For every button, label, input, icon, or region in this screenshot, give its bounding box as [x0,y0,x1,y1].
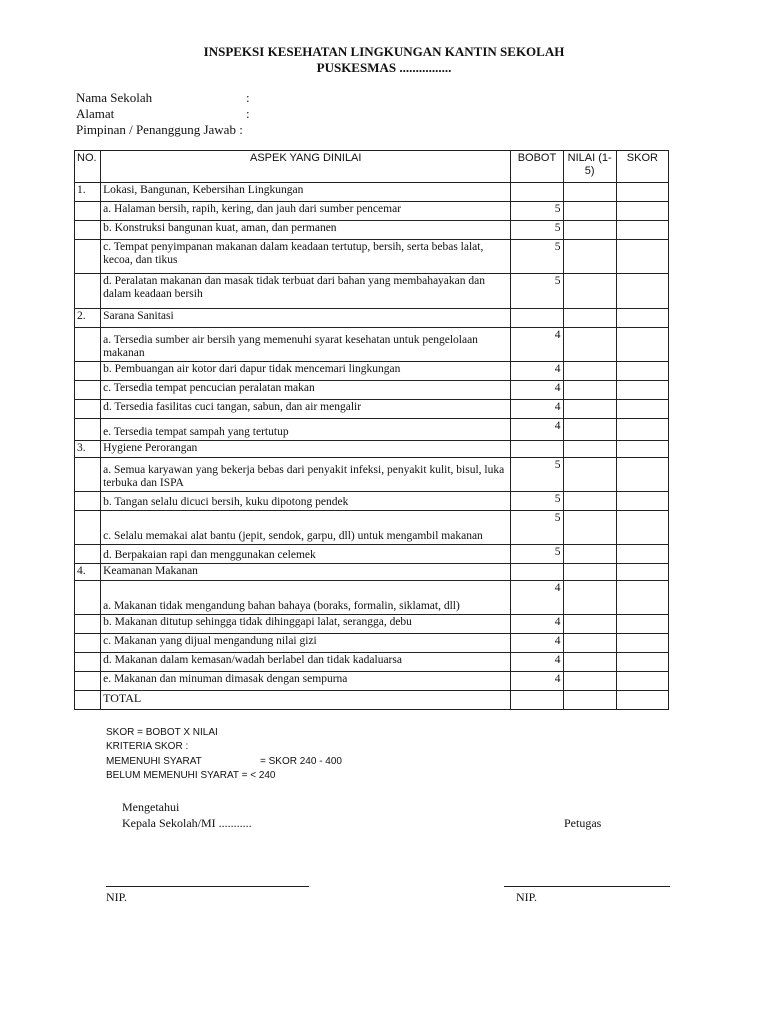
score-cell[interactable] [616,240,668,274]
value-cell[interactable] [563,221,616,240]
no-cell [75,691,101,710]
weight-cell: 4 [511,615,563,634]
section-number: 4. [75,564,101,581]
section-row [75,183,669,202]
value-cell[interactable] [563,634,616,653]
value-cell[interactable] [563,240,616,274]
no-cell [75,328,101,362]
aspect-cell: d. Tersedia fasilitas cuci tangan, sabun, dan air mengalir [101,400,511,419]
no-cell [75,400,101,419]
value-cell[interactable] [563,581,616,615]
acknowledged-label: Mengetahui [122,800,180,814]
no-cell [75,419,101,441]
total-row [75,691,669,710]
principal-signature-line [106,886,309,887]
score-cell[interactable] [616,672,668,691]
no-cell [75,615,101,634]
aspect-cell: c. Tersedia tempat pencucian peralatan makan [101,381,511,400]
score-cell[interactable] [616,328,668,362]
criteria-label: KRITERIA SKOR : [106,741,189,752]
score-cell[interactable] [616,581,668,615]
weight-cell: 4 [511,581,563,615]
colon: : [246,106,250,121]
table-row [75,362,669,381]
weight-cell: 4 [511,419,563,441]
table-row [75,672,669,691]
score-cell[interactable] [616,441,668,458]
no-cell [75,240,101,274]
value-cell[interactable] [563,381,616,400]
value-cell[interactable] [563,309,616,328]
no-cell [75,581,101,615]
table-row [75,221,669,240]
pass-criteria [106,756,342,767]
aspect-cell: d. Berpakaian rapi dan menggunakan celemek [101,545,511,564]
no-cell [75,274,101,309]
score-cell[interactable] [616,653,668,672]
aspect-cell: c. Makanan yang dijual mengandung nilai gizi [101,634,511,653]
table-row [75,458,669,492]
value-cell[interactable] [563,672,616,691]
score-cell[interactable] [616,511,668,545]
header-aspect: ASPEK YANG DINILAI [101,151,511,183]
head-field [76,122,243,138]
score-cell[interactable] [616,183,668,202]
weight-cell: 4 [511,362,563,381]
weight-cell [511,564,563,581]
no-cell [75,672,101,691]
table-row [75,581,669,615]
table-row [75,634,669,653]
no-cell [75,545,101,564]
weight-cell: 4 [511,672,563,691]
score-cell[interactable] [616,634,668,653]
address-field [76,106,250,122]
section-title: Hygiene Perorangan [101,441,511,458]
score-cell[interactable] [616,221,668,240]
value-cell[interactable] [563,653,616,672]
weight-cell: 5 [511,221,563,240]
weight-cell: 5 [511,240,563,274]
value-cell[interactable] [563,564,616,581]
no-cell [75,492,101,511]
weight-cell [511,441,563,458]
table-row [75,328,669,362]
score-cell[interactable] [616,545,668,564]
value-cell[interactable] [563,458,616,492]
table-row [75,653,669,672]
score-cell[interactable] [616,492,668,511]
aspect-cell: b. Konstruksi bangunan kuat, aman, dan permanen [101,221,511,240]
no-cell [75,202,101,221]
header-score-value: NILAI (1-5) [563,151,616,183]
score-cell[interactable] [616,362,668,381]
weight-cell: 5 [511,511,563,545]
head-label: Pimpinan / Penanggung Jawab [76,122,236,137]
table-row [75,400,669,419]
value-cell[interactable] [563,545,616,564]
weight-cell: 5 [511,545,563,564]
section-title: Lokasi, Bangunan, Kebersihan Lingkungan [101,183,511,202]
weight-cell: 5 [511,458,563,492]
header-no: NO. [75,151,101,183]
table-row [75,240,669,274]
officer-label: Petugas [564,816,602,830]
score-formula: SKOR = BOBOT X NILAI [106,727,218,738]
section-row [75,564,669,581]
table-row [75,381,669,400]
value-cell[interactable] [563,183,616,202]
aspect-cell: b. Pembuangan air kotor dari dapur tidak mencemari lingkungan [101,362,511,381]
score-cell[interactable] [616,309,668,328]
pass-value: = SKOR 240 - 400 [260,756,342,767]
aspect-cell: a. Tersedia sumber air bersih yang memenuhi syarat kesehatan untuk pengelolaan makanan [101,328,511,362]
table-row [75,545,669,564]
no-cell [75,653,101,672]
no-cell [75,362,101,381]
no-cell [75,458,101,492]
table-row [75,274,669,309]
table-row [75,511,669,545]
section-number: 2. [75,309,101,328]
inspection-table [74,150,669,710]
table-row [75,492,669,511]
officer-nip: NIP. [516,890,538,904]
section-title: Sarana Sanitasi [101,309,511,328]
principal-label: Kepala Sekolah/MI ........... [122,816,252,830]
value-cell[interactable] [563,419,616,441]
pass-label: MEMENUHI SYARAT [106,756,202,767]
value-cell[interactable] [563,492,616,511]
aspect-cell: c. Tempat penyimpanan makanan dalam keadaan tertutup, bersih, serta bebas lalat, kecoa, dan tikus [101,240,511,274]
principal-nip: NIP. [106,890,128,904]
weight-cell: 4 [511,381,563,400]
header-score: SKOR [616,151,668,183]
weight-cell: 5 [511,274,563,309]
section-number: 3. [75,441,101,458]
section-number: 1. [75,183,101,202]
aspect-cell: d. Peralatan makanan dan masak tidak terbuat dari bahan yang membahayakan dan dalam keadaan bersih [101,274,511,309]
score-cell[interactable] [616,419,668,441]
aspect-cell: d. Makanan dalam kemasan/wadah berlabel dan tidak kadaluarsa [101,653,511,672]
table-row [75,615,669,634]
aspect-cell: e. Makanan dan minuman dimasak dengan sempurna [101,672,511,691]
score-cell[interactable] [616,615,668,634]
aspect-cell: a. Semua karyawan yang bekerja bebas dari penyakit infeksi, penyakit kulit, bisul, luka terbuka dan ISPA [101,458,511,492]
score-cell[interactable] [616,381,668,400]
no-cell [75,511,101,545]
aspect-cell: b. Makanan ditutup sehingga tidak dihinggapi lalat, serangga, debu [101,615,511,634]
weight-cell: 4 [511,653,563,672]
value-cell[interactable] [563,691,616,710]
document-subtitle: PUSKESMAS ................ [316,60,452,75]
weight-cell: 5 [511,492,563,511]
weight-cell [511,309,563,328]
score-cell[interactable] [616,274,668,309]
value-cell[interactable] [563,274,616,309]
aspect-cell: a. Halaman bersih, rapih, kering, dan jauh dari sumber pencemar [101,202,511,221]
no-cell [75,381,101,400]
value-cell[interactable] [563,615,616,634]
value-cell[interactable] [563,202,616,221]
weight-cell [511,691,563,710]
document-title: INSPEKSI KESEHATAN LINGKUNGAN KANTIN SEKOLAH [203,44,565,59]
weight-cell: 5 [511,202,563,221]
value-cell[interactable] [563,441,616,458]
aspect-cell: e. Tersedia tempat sampah yang tertutup [101,419,511,441]
section-row [75,441,669,458]
score-cell[interactable] [616,202,668,221]
total-label: TOTAL [101,691,511,710]
value-cell[interactable] [563,400,616,419]
total-score-cell[interactable] [616,691,668,710]
header-weight: BOBOT [511,151,563,183]
weight-cell: 4 [511,328,563,362]
table-row [75,419,669,441]
score-cell[interactable] [616,564,668,581]
score-cell[interactable] [616,400,668,419]
section-row [75,309,669,328]
no-cell [75,634,101,653]
weight-cell [511,183,563,202]
officer-signature-line [504,886,670,887]
school-name-field [76,90,250,106]
colon: : [239,122,243,137]
table-row [75,202,669,221]
no-cell [75,221,101,240]
value-cell[interactable] [563,328,616,362]
weight-cell: 4 [511,634,563,653]
value-cell[interactable] [563,362,616,381]
address-label: Alamat [76,106,115,121]
aspect-cell: b. Tangan selalu dicuci bersih, kuku dipotong pendek [101,492,511,511]
aspect-cell: a. Makanan tidak mengandung bahan bahaya (boraks, formalin, siklamat, dll) [101,581,511,615]
weight-cell: 4 [511,400,563,419]
section-title: Keamanan Makanan [101,564,511,581]
score-cell[interactable] [616,458,668,492]
fail-criteria: BELUM MEMENUHI SYARAT = < 240 [106,770,276,781]
school-name-label: Nama Sekolah [76,90,153,105]
aspect-cell: c. Selalu memakai alat bantu (jepit, sendok, garpu, dll) untuk mengambil makanan [101,511,511,545]
value-cell[interactable] [563,511,616,545]
colon: : [246,90,250,105]
